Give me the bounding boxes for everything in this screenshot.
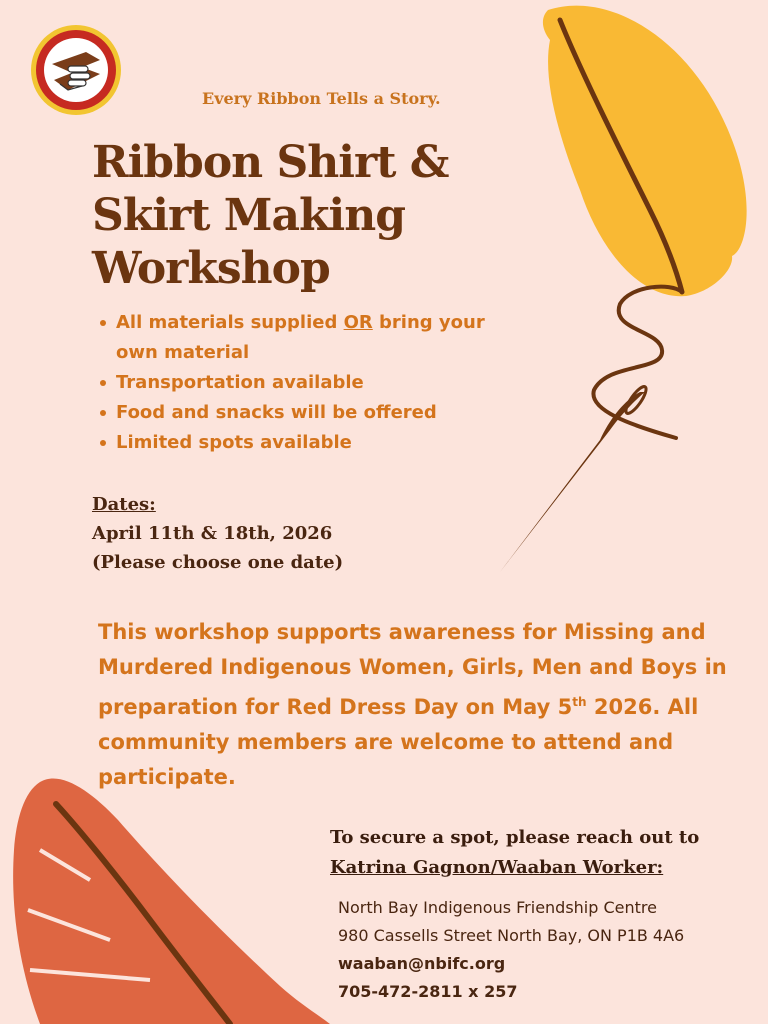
organization-logo: [30, 24, 122, 116]
title-line-1: Ribbon Shirt &: [92, 137, 449, 188]
workshop-description: This workshop supports awareness for Missing and Murdered Indigenous Women, Girls, Men and Boys in preparation for Red Dress Day on May 5th 2026. All community members are welcome to attend and participate.: [98, 620, 727, 789]
dates-section: [92, 490, 343, 577]
organization-name: North Bay Indigenous Friendship Centre: [338, 898, 657, 917]
list-item: Limited spots available: [98, 428, 518, 458]
list-item: Transportation available: [98, 368, 518, 398]
email-address[interactable]: waaban@nbifc.org: [338, 954, 506, 973]
tagline: Every Ribbon Tells a Story.: [202, 89, 441, 108]
orange-feather-icon: [0, 770, 340, 1024]
list-item: All materials supplied OR bring your own material: [98, 308, 518, 368]
dates-value: April 11th & 18th, 2026: [92, 523, 333, 544]
contact-details: [338, 894, 684, 1006]
contact-person: Katrina Gagnon/Waaban Worker:: [330, 857, 664, 878]
dates-label: Dates:: [92, 494, 156, 515]
page-title: [92, 136, 449, 295]
address: 980 Cassells Street North Bay, ON P1B 4A6: [338, 926, 685, 945]
title-line-2: Skirt Making: [92, 190, 405, 241]
contact-intro: To secure a spot, please reach out to: [330, 827, 700, 848]
yellow-feather-with-needle-icon: [490, 0, 768, 580]
title-line-3: Workshop: [92, 243, 330, 294]
emphasis-or: OR: [343, 312, 373, 333]
dates-note: (Please choose one date): [92, 552, 344, 573]
feature-list: [98, 308, 518, 458]
list-item: Food and snacks will be offered: [98, 398, 518, 428]
phone-number[interactable]: 705-472-2811 x 257: [338, 982, 518, 1001]
contact-heading: [330, 823, 699, 883]
